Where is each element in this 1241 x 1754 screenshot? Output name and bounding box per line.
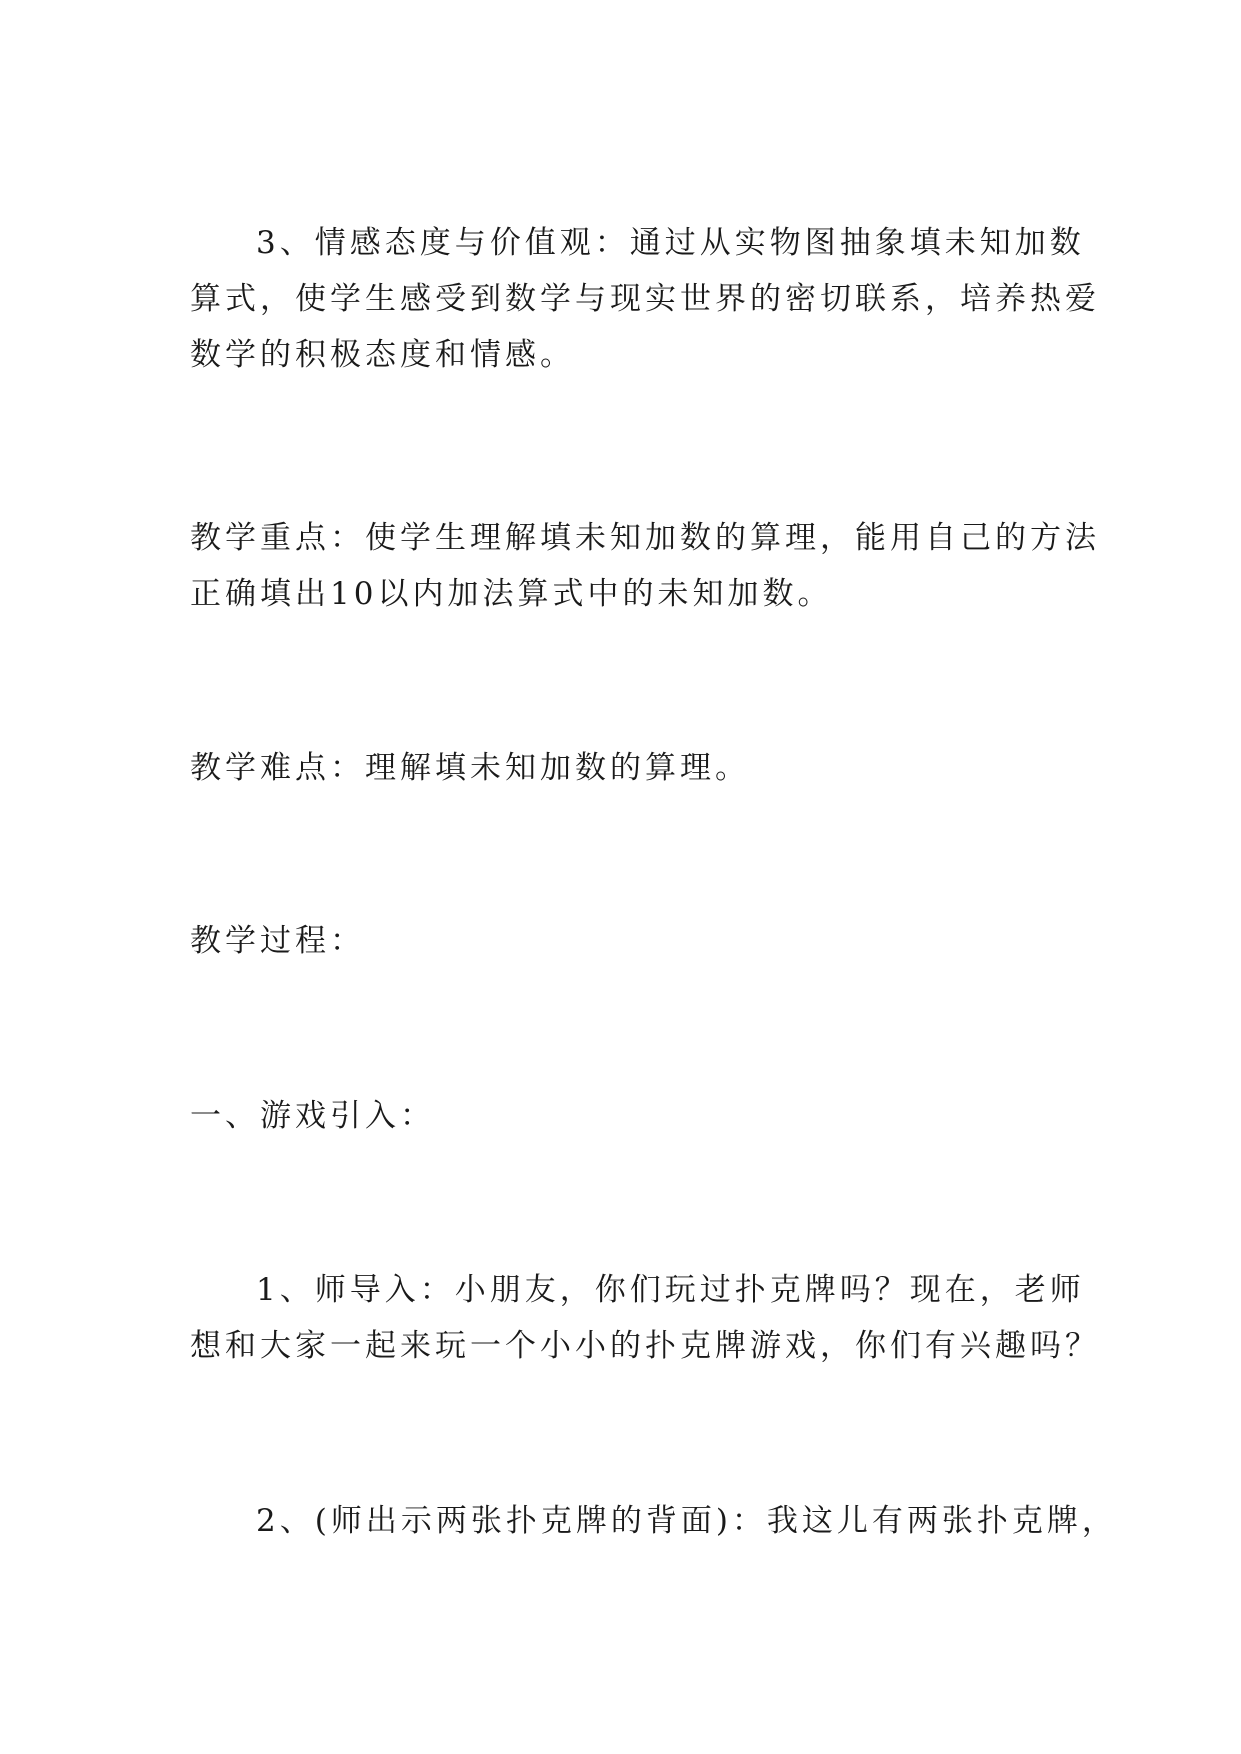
text-line: 数学的积极态度和情感。: [190, 337, 575, 373]
paragraph-step-1: [190, 1262, 1100, 1374]
text-line: 2、(师出示两张扑克牌的背面)：我这儿有两张扑克牌，: [256, 1503, 1117, 1539]
text-line: 教学过程：: [190, 923, 365, 959]
text-line: 正确填出10以内加法算式中的未知加数。: [190, 576, 833, 612]
paragraph-step-2: [190, 1493, 1117, 1549]
paragraph-teaching-difficulty: [190, 740, 1070, 796]
text-line: 想和大家一起来玩一个小小的扑克牌游戏，你们有兴趣吗？: [190, 1328, 1100, 1364]
heading-teaching-process: [190, 913, 1070, 969]
text-line: 1、师导入：小朋友，你们玩过扑克牌吗？现在，老师: [256, 1272, 1085, 1308]
text-line: 3、情感态度与价值观：通过从实物图抽象填未知加数: [256, 225, 1085, 261]
heading-game-introduction: [190, 1088, 1070, 1144]
paragraph-teaching-focus: [190, 510, 1100, 622]
paragraph-emotional-goals: [190, 215, 1100, 383]
text-line: 教学重点：使学生理解填未知加数的算理，能用自己的方法: [190, 520, 1100, 556]
text-line: 教学难点：理解填未知加数的算理。: [190, 750, 750, 786]
text-line: 一、游戏引入：: [190, 1098, 435, 1134]
text-line: 算式，使学生感受到数学与现实世界的密切联系，培养热爱: [190, 281, 1100, 317]
